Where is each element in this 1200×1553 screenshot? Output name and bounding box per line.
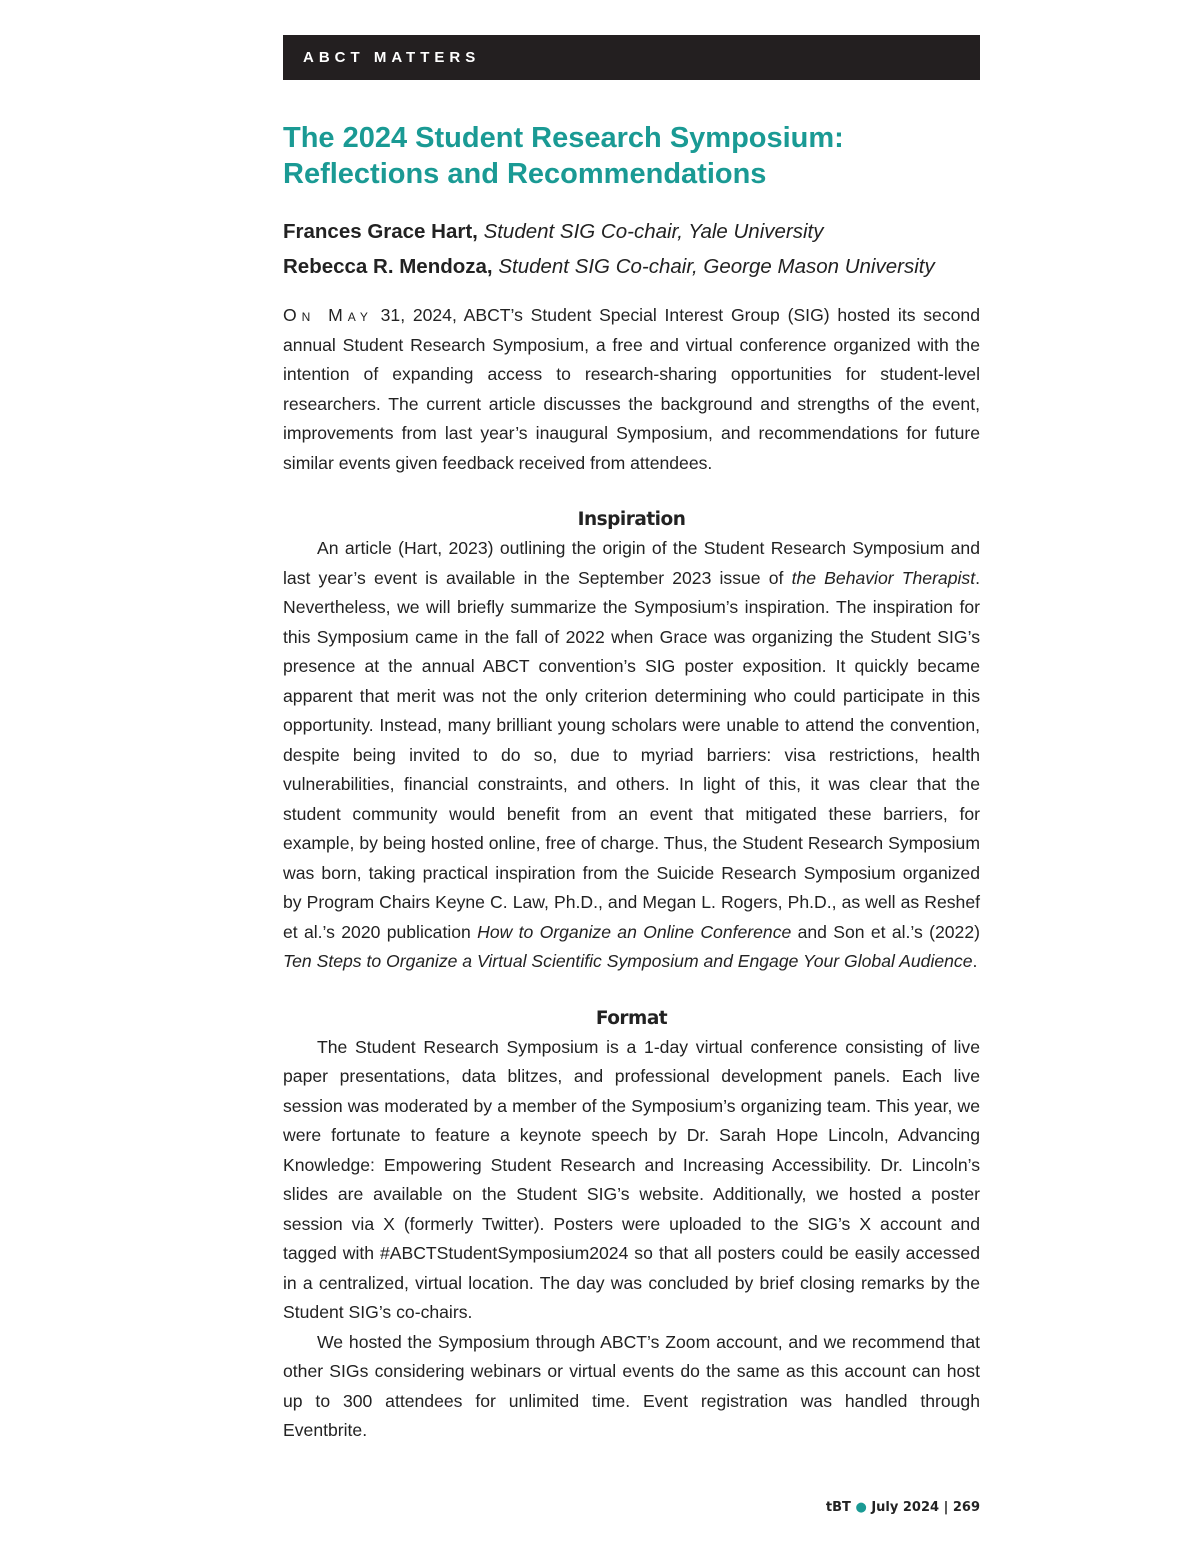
format-heading: Format (595, 1007, 668, 1029)
inspiration-text-d: . (972, 951, 978, 971)
intro-lead-in: On May (283, 305, 373, 325)
bullet-icon: ● (855, 1500, 867, 1515)
inspiration-paragraph (283, 534, 980, 977)
format-paragraph-2: We hosted the Symposium through ABCT’s Zoom account, and we recommend that other SIGs considering webinars or virtual events do the same as this account can host up to 300 attendees for unlimited time. Event registration was handled through Eventbrite. (283, 1331, 980, 1440)
inspiration-heading: Inspiration (577, 509, 686, 530)
inspiration-text-a: An article (Hart, 2023) outlining the origin of the Student Research Symposium and last year’s event is available in the September 2023 issue of (283, 538, 980, 588)
intro-paragraph (283, 301, 980, 478)
publication-title: Ten Steps to Organize a Virtual Scientific Symposium and Engage Your Global Audience (283, 951, 973, 971)
author-affiliation: Student SIG Co-chair, George Mason University (498, 255, 935, 278)
publication-title: How to Organize an Online Conference (477, 921, 792, 942)
footer-journal: tBT (825, 1500, 851, 1515)
article-page (283, 35, 980, 1446)
footer-separator: | (943, 1500, 949, 1515)
article-title (283, 120, 980, 192)
article-title-line-1: The 2024 Student Research Symposium: (283, 122, 844, 154)
author-list (283, 214, 980, 284)
section-banner-label: ABCT MATTERS (303, 49, 481, 66)
author-name: Frances Grace Hart, (283, 220, 478, 243)
footer-date: July 2024 (871, 1500, 940, 1515)
format-paragraph-1: The Student Research Symposium is a 1-day virtual conference consisting of live paper presentations, data blitzes, and professional development panels. Each live session was moderated by a member of the Symposium’s organizing team. This year, we were fortunate to feature a keynote speech by Dr. Sarah Hope Lincoln, Advancing Knowledge: Empowering Student Research and Increasing Accessibility. Dr. Lincoln’s slides are available on the Student SIG’s website. Additionally, we hosted a poster session via X (formerly Twitter). Posters were uploaded to the SIG’s X account and tagged with #ABCTStudentSymposium2024 so that all posters could be easily accessed in a centralized, virtual location. The day was concluded by brief closing remarks by the Student SIG’s co-chairs. (283, 1036, 980, 1322)
author-affiliation: Student SIG Co-chair, Yale University (483, 220, 824, 243)
journal-title: the Behavior Therapist (791, 567, 976, 588)
intro-text: 31, 2024, ABCT’s Student Special Interest Group (SIG) hosted its second annual Student Research Symposium, a free and virtual conference organized with the intention of expanding access to research-sharing opportunities for student-level researchers. The current article discusses the background and strengths of the event, improvements from last year’s inaugural Symposium, and recommendations for future similar events given feedback received from attendees. (283, 305, 980, 473)
author-line (283, 214, 980, 249)
article-title-line-2: Reflections and Recommendations (283, 158, 767, 190)
page-footer (283, 1500, 980, 1515)
inspiration-text-b: . Nevertheless, we will briefly summarize the Symposium’s inspiration. The inspiration for this Symposium came in the fall of 2022 when Grace was organizing the Student SIG’s presence at the annual ABCT convention’s SIG poster exposition. It quickly became apparent that merit was not the only criterion determining who could participate in this opportunity. Instead, many brilliant young scholars were unable to attend the convention, despite being invited to do so, due to myriad barriers: visa restrictions, health vulnerabilities, financial constraints, and others. In light of this, it was clear that the student community would benefit from an event that mitigated these barriers, for example, by being hosted online, free of charge. Thus, the Student Research Symposium was born, taking practical inspiration from the Suicide Research Symposium organized by Program Chairs Keyne C. Law, Ph.D., and Megan L. Rogers, Ph.D., as well as Reshef et al.’s 2020 publication (283, 567, 980, 942)
page-number: 269 (952, 1500, 980, 1515)
author-name: Rebecca R. Mendoza, (283, 255, 493, 278)
section-banner (283, 35, 980, 80)
author-line (283, 249, 980, 284)
inspiration-text-c: and Son et al.’s (2022) (791, 921, 980, 942)
